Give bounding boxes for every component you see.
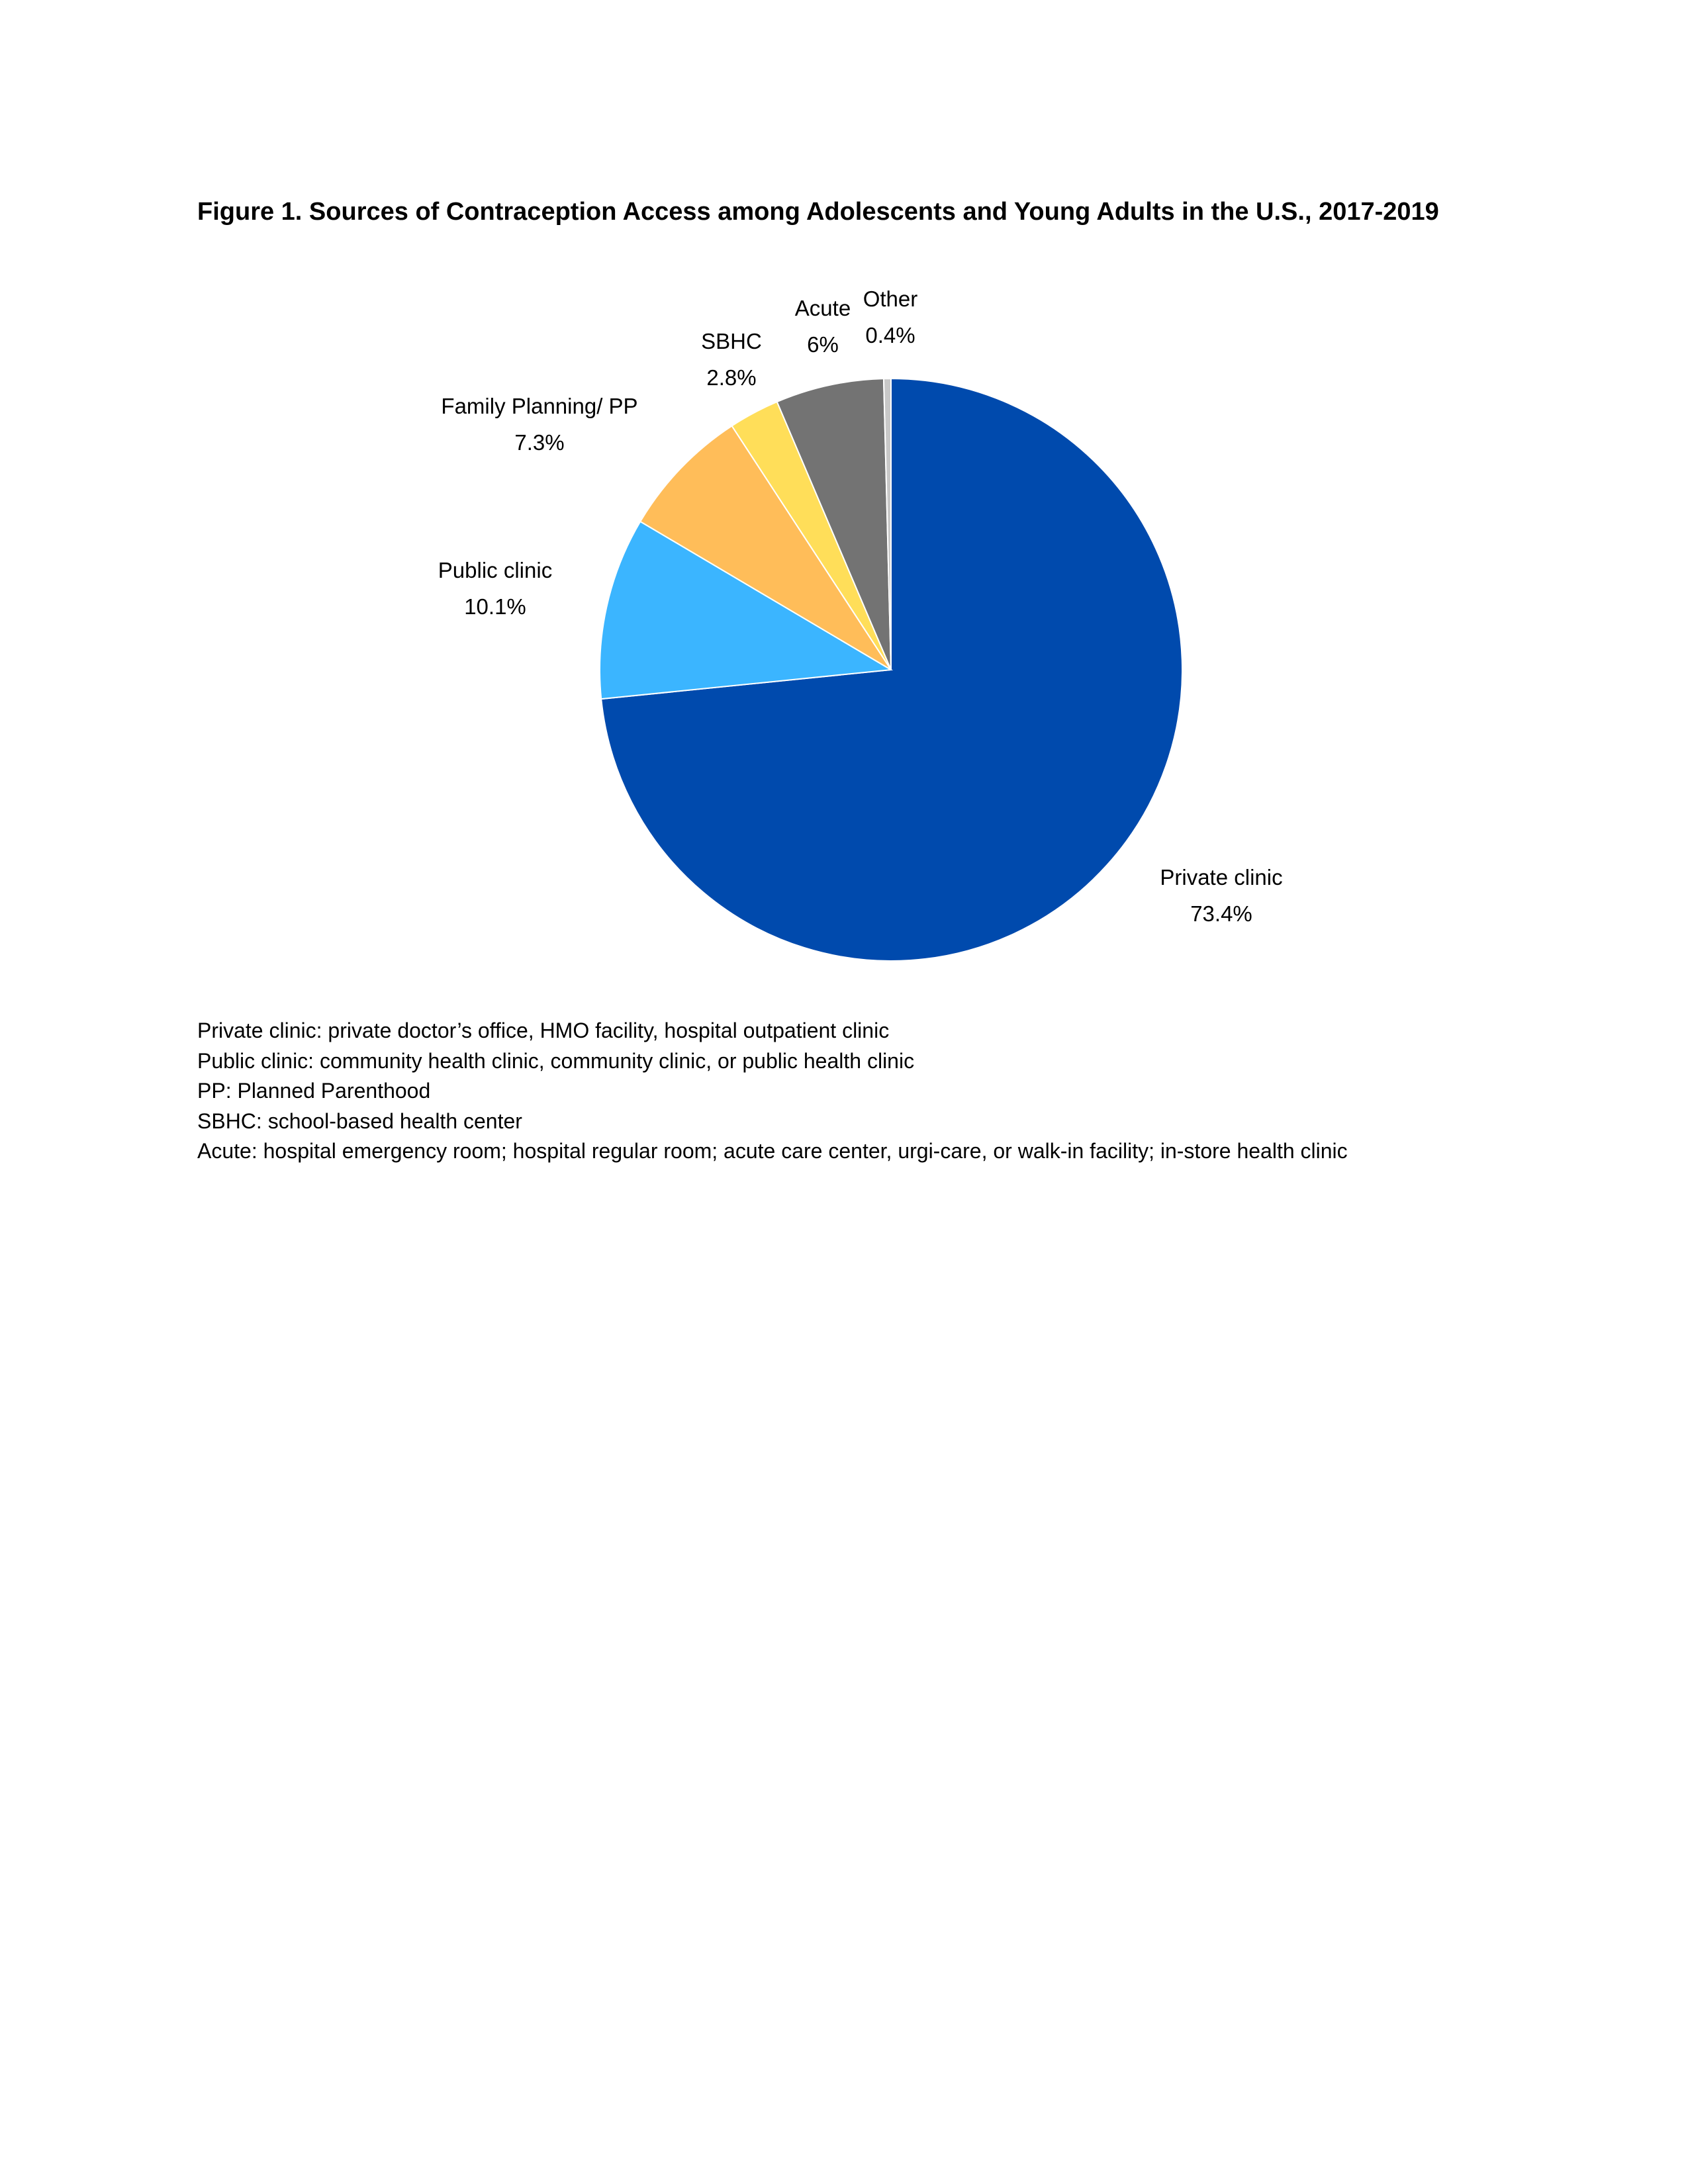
slice-label-sbhc: SBHC (701, 329, 762, 353)
footnote-public-clinic: Public clinic: community health clinic, community clinic, or public health clinic (197, 1048, 915, 1073)
chart-title: Figure 1. Sources of Contraception Access among Adolescents and Young Adults in the U.S., 2017-2019 (197, 198, 1439, 226)
slice-value-acute: 6% (807, 332, 839, 357)
footnotes (197, 1016, 1620, 1167)
slice-value-other: 0.4% (865, 323, 915, 347)
slice-label-public-clinic: Public clinic (438, 558, 553, 582)
slice-label-other: Other (863, 287, 918, 311)
pie-chart (0, 0, 1688, 993)
slice-value-private-clinic: 73.4% (1190, 901, 1252, 926)
slice-label-family-planning-pp: Family Planning/ PP (441, 394, 638, 418)
slice-value-family-planning-pp: 7.3% (514, 430, 565, 455)
slice-label-private-clinic: Private clinic (1160, 865, 1283, 889)
slice-value-public-clinic: 10.1% (464, 594, 526, 619)
footnote-acute: Acute: hospital emergency room; hospital regular room; acute care center, urgi-care, or walk-in facility; in-store health clinic (197, 1139, 1348, 1163)
footnote-private-clinic: Private clinic: private doctor’s office, HMO facility, hospital outpatient clinic (197, 1019, 890, 1042)
footnote-sbhc: SBHC: school-based health center (197, 1109, 522, 1133)
slice-value-sbhc: 2.8% (706, 365, 757, 390)
footnote-pp: PP: Planned Parenthood (197, 1079, 431, 1103)
slice-label-acute: Acute (794, 296, 851, 320)
pie-slices (600, 379, 1182, 961)
